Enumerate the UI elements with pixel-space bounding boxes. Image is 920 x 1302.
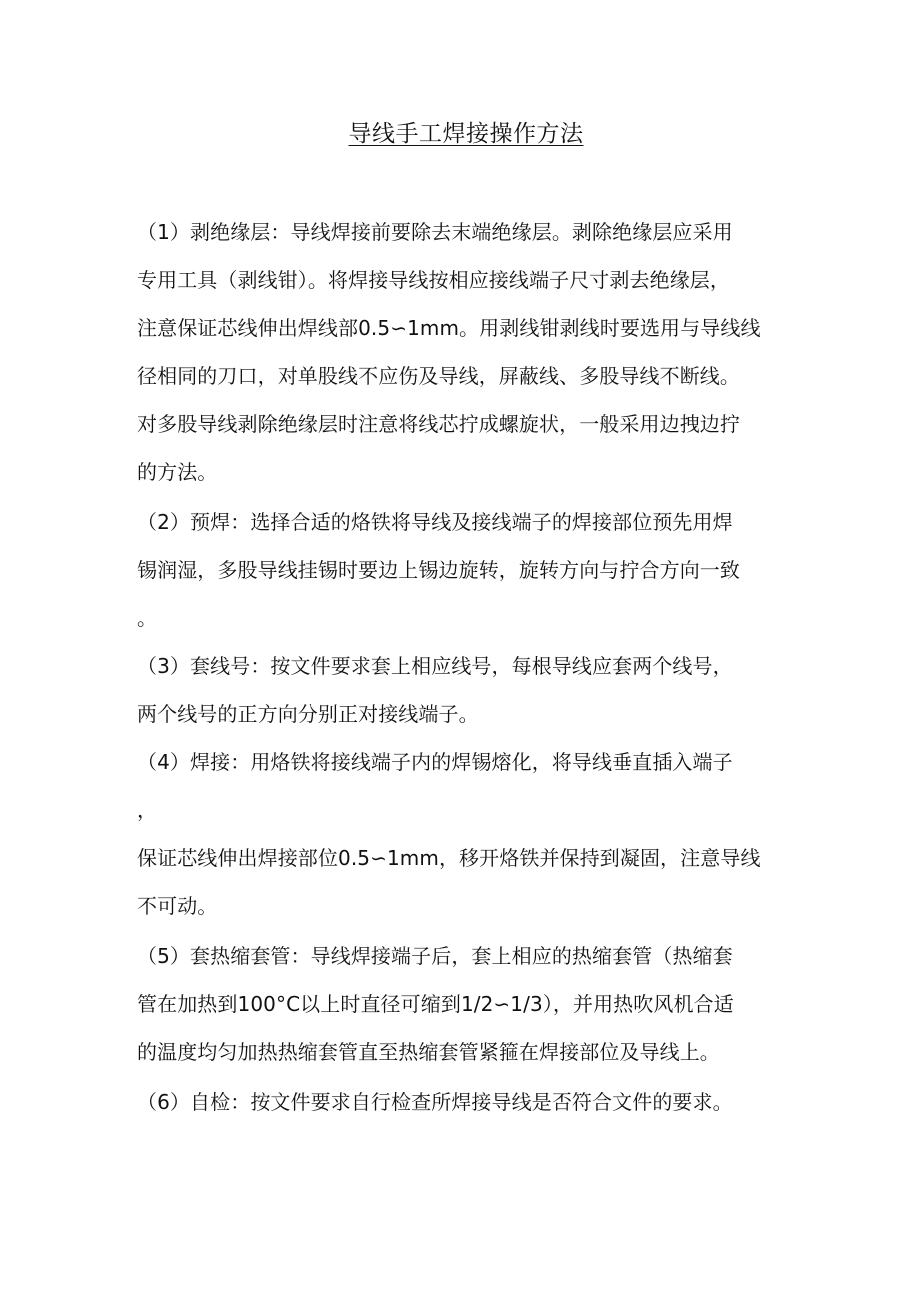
document-title: 导线手工焊接操作方法 <box>348 121 584 147</box>
text-line: （6）自检：按文件要求自行检查所焊接导线是否符合文件的要求。 <box>137 1090 733 1114</box>
text-line: 锡润湿，多股导线挂锡时要边上锡边旋转，旋转方向与拧合方向一致 <box>137 558 740 582</box>
text-line: 管在加热到100°C以上时直径可缩到1/2∽1/3），并用热吹风机合适 <box>137 992 734 1016</box>
text-line: （3）套线号：按文件要求套上相应线号，每根导线应套两个线号， <box>137 654 733 678</box>
text-line: 专用工具（剥线钳）。将焊接导线按相应接线端子尺寸剥去绝缘层， <box>137 268 730 292</box>
text-line: 两个线号的正方向分别正对接线端子。 <box>137 702 479 726</box>
text-line: 。 <box>137 606 158 630</box>
text-line: 径相同的刀口，对单股线不应伤及导线，屏蔽线、多股导线不断线。 <box>137 364 740 388</box>
text-line: （1）剥绝缘层：导线焊接前要除去末端绝缘层。剥除绝缘层应采用 <box>137 220 733 244</box>
text-line: （5）套热缩套管：导线焊接端子后，套上相应的热缩套管（热缩套 <box>137 944 733 968</box>
text-line: 的温度均匀加热热缩套管直至热缩套管紧箍在焊接部位及导线上。 <box>137 1040 720 1064</box>
text-line: ， <box>137 798 158 822</box>
text-line: （2）预焊：选择合适的烙铁将导线及接线端子的焊接部位预先用焊 <box>137 510 733 534</box>
text-line: 的方法。 <box>137 460 218 484</box>
text-line: （4）焊接：用烙铁将接线端子内的焊锡熔化，将导线垂直插入端子 <box>137 750 733 774</box>
text-line: 对多股导线剥除绝缘层时注意将线芯拧成螺旋状，一般采用边拽边拧 <box>137 412 740 436</box>
text-line: 保证芯线伸出焊接部位0.5∽1mm，移开烙铁并保持到凝固，注意导线 <box>137 846 761 870</box>
text-line: 注意保证芯线伸出焊线部0.5∽1mm。用剥线钳剥线时要选用与导线线 <box>137 316 761 340</box>
text-line: 不可动。 <box>137 894 218 918</box>
